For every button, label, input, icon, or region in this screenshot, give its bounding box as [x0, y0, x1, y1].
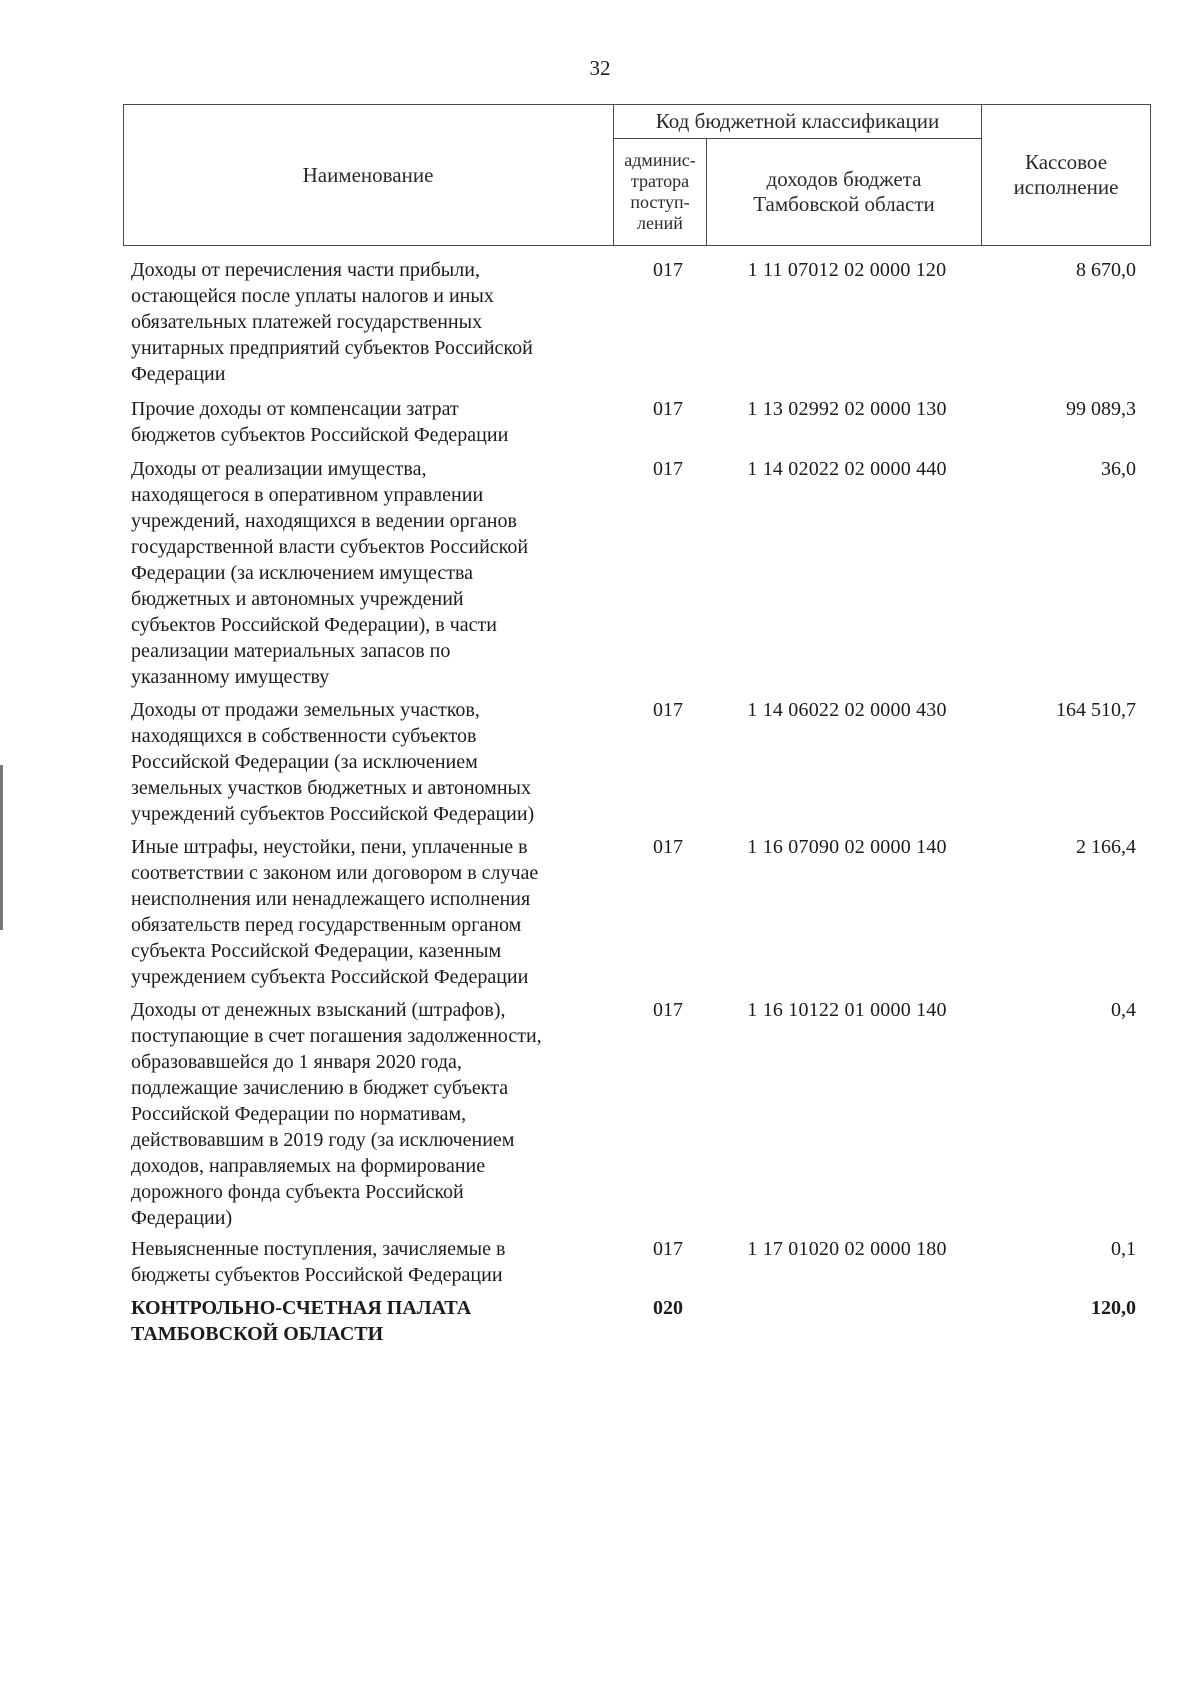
row-name: Невыясненные поступления, зачисляемые в бюджеты субъектов Российской Федерации — [131, 1238, 506, 1286]
row-admin-code: 017 — [653, 1238, 683, 1260]
page-number: 32 — [589, 56, 611, 80]
header-right-border — [1150, 104, 1151, 246]
row-name: КОНТРОЛЬНО-СЧЕТНАЯ ПАЛАТА ТАМБОВСКОЙ ОБЛАСТИ — [131, 1297, 472, 1345]
row-amount: 0,4 — [1111, 999, 1136, 1021]
row-admin-code: 017 — [653, 836, 683, 858]
row-admin-code: 017 — [653, 398, 683, 420]
row-amount: 36,0 — [1101, 458, 1136, 480]
row-income-code: 1 16 07090 02 0000 140 — [747, 836, 947, 858]
row-admin-code: 017 — [653, 259, 683, 281]
row-amount: 8 670,0 — [1076, 259, 1136, 281]
row-income-code: 1 11 07012 02 0000 120 — [747, 259, 947, 281]
row-income-code: 1 14 06022 02 0000 430 — [747, 699, 947, 721]
row-amount: 99 089,3 — [1066, 398, 1136, 420]
row-name: Прочие доходы от компенсации затрат бюджетов субъектов Российской Федерации — [131, 398, 509, 446]
row-name: Доходы от реализации имущества, находящегося в оперативном управлении учреждений, находящихся в ведении органов государственной власти субъектов Российской Федерации (за исключением имущества бюджетных и автономных учреждений субъектов Российской Федерации), в части реализации материальных запасов по указанному имуществу — [131, 458, 529, 688]
row-amount: 120,0 — [1091, 1297, 1136, 1319]
header-code-group: Код бюджетной классификации — [655, 108, 940, 133]
header-admin: админис- тратора поступ- лений — [624, 150, 696, 233]
row-name: Доходы от денежных взысканий (штрафов), поступающие в счет погашения задолженности, образовавшейся до 1 января 2020 года, подлежащие зачислению в бюджет субъекта Российской Федерации по нормативам, действовавшим в 2019 году (за исключением доходов, направляемых на формирование дорожного фонда субъекта Российской Федерации) — [131, 999, 542, 1229]
row-name: Доходы от продажи земельных участков, находящихся в собственности субъектов Российской Федерации (за исключением земельных участков бюджетных и автономных учреждений субъектов Российской Федерации) — [131, 699, 535, 825]
scan-edge-mark — [0, 765, 3, 930]
header-amount: Кассовое исполнение — [1013, 150, 1119, 199]
row-income-code: 1 13 02992 02 0000 130 — [747, 398, 947, 420]
row-income-code: 1 17 01020 02 0000 180 — [747, 1238, 947, 1260]
row-amount: 0,1 — [1111, 1238, 1136, 1260]
row-admin-code: 017 — [653, 699, 683, 721]
row-admin-code: 017 — [653, 999, 683, 1021]
row-amount: 2 166,4 — [1076, 836, 1136, 858]
row-name: Иные штрафы, неустойки, пени, уплаченные в соответствии с законом или договором в случае неисполнения или ненадлежащего исполнения обязательств перед государственным органом субъекта Российской Федерации, казенным учреждением субъекта Российской Федерации — [131, 836, 539, 988]
header-income-code: доходов бюджета Тамбовской области — [753, 167, 935, 216]
row-name: Доходы от перечисления части прибыли, остающейся после уплаты налогов и иных обязательных платежей государственных унитарных предприятий субъектов Российской Федерации — [131, 259, 533, 385]
row-income-code: 1 14 02022 02 0000 440 — [747, 458, 947, 480]
table-header — [123, 104, 1151, 246]
row-admin-code: 017 — [653, 458, 683, 480]
row-amount: 164 510,7 — [1056, 699, 1136, 721]
row-admin-code: 020 — [653, 1297, 683, 1319]
row-income-code: 1 16 10122 01 0000 140 — [747, 999, 947, 1021]
header-name: Наименование — [302, 162, 434, 187]
